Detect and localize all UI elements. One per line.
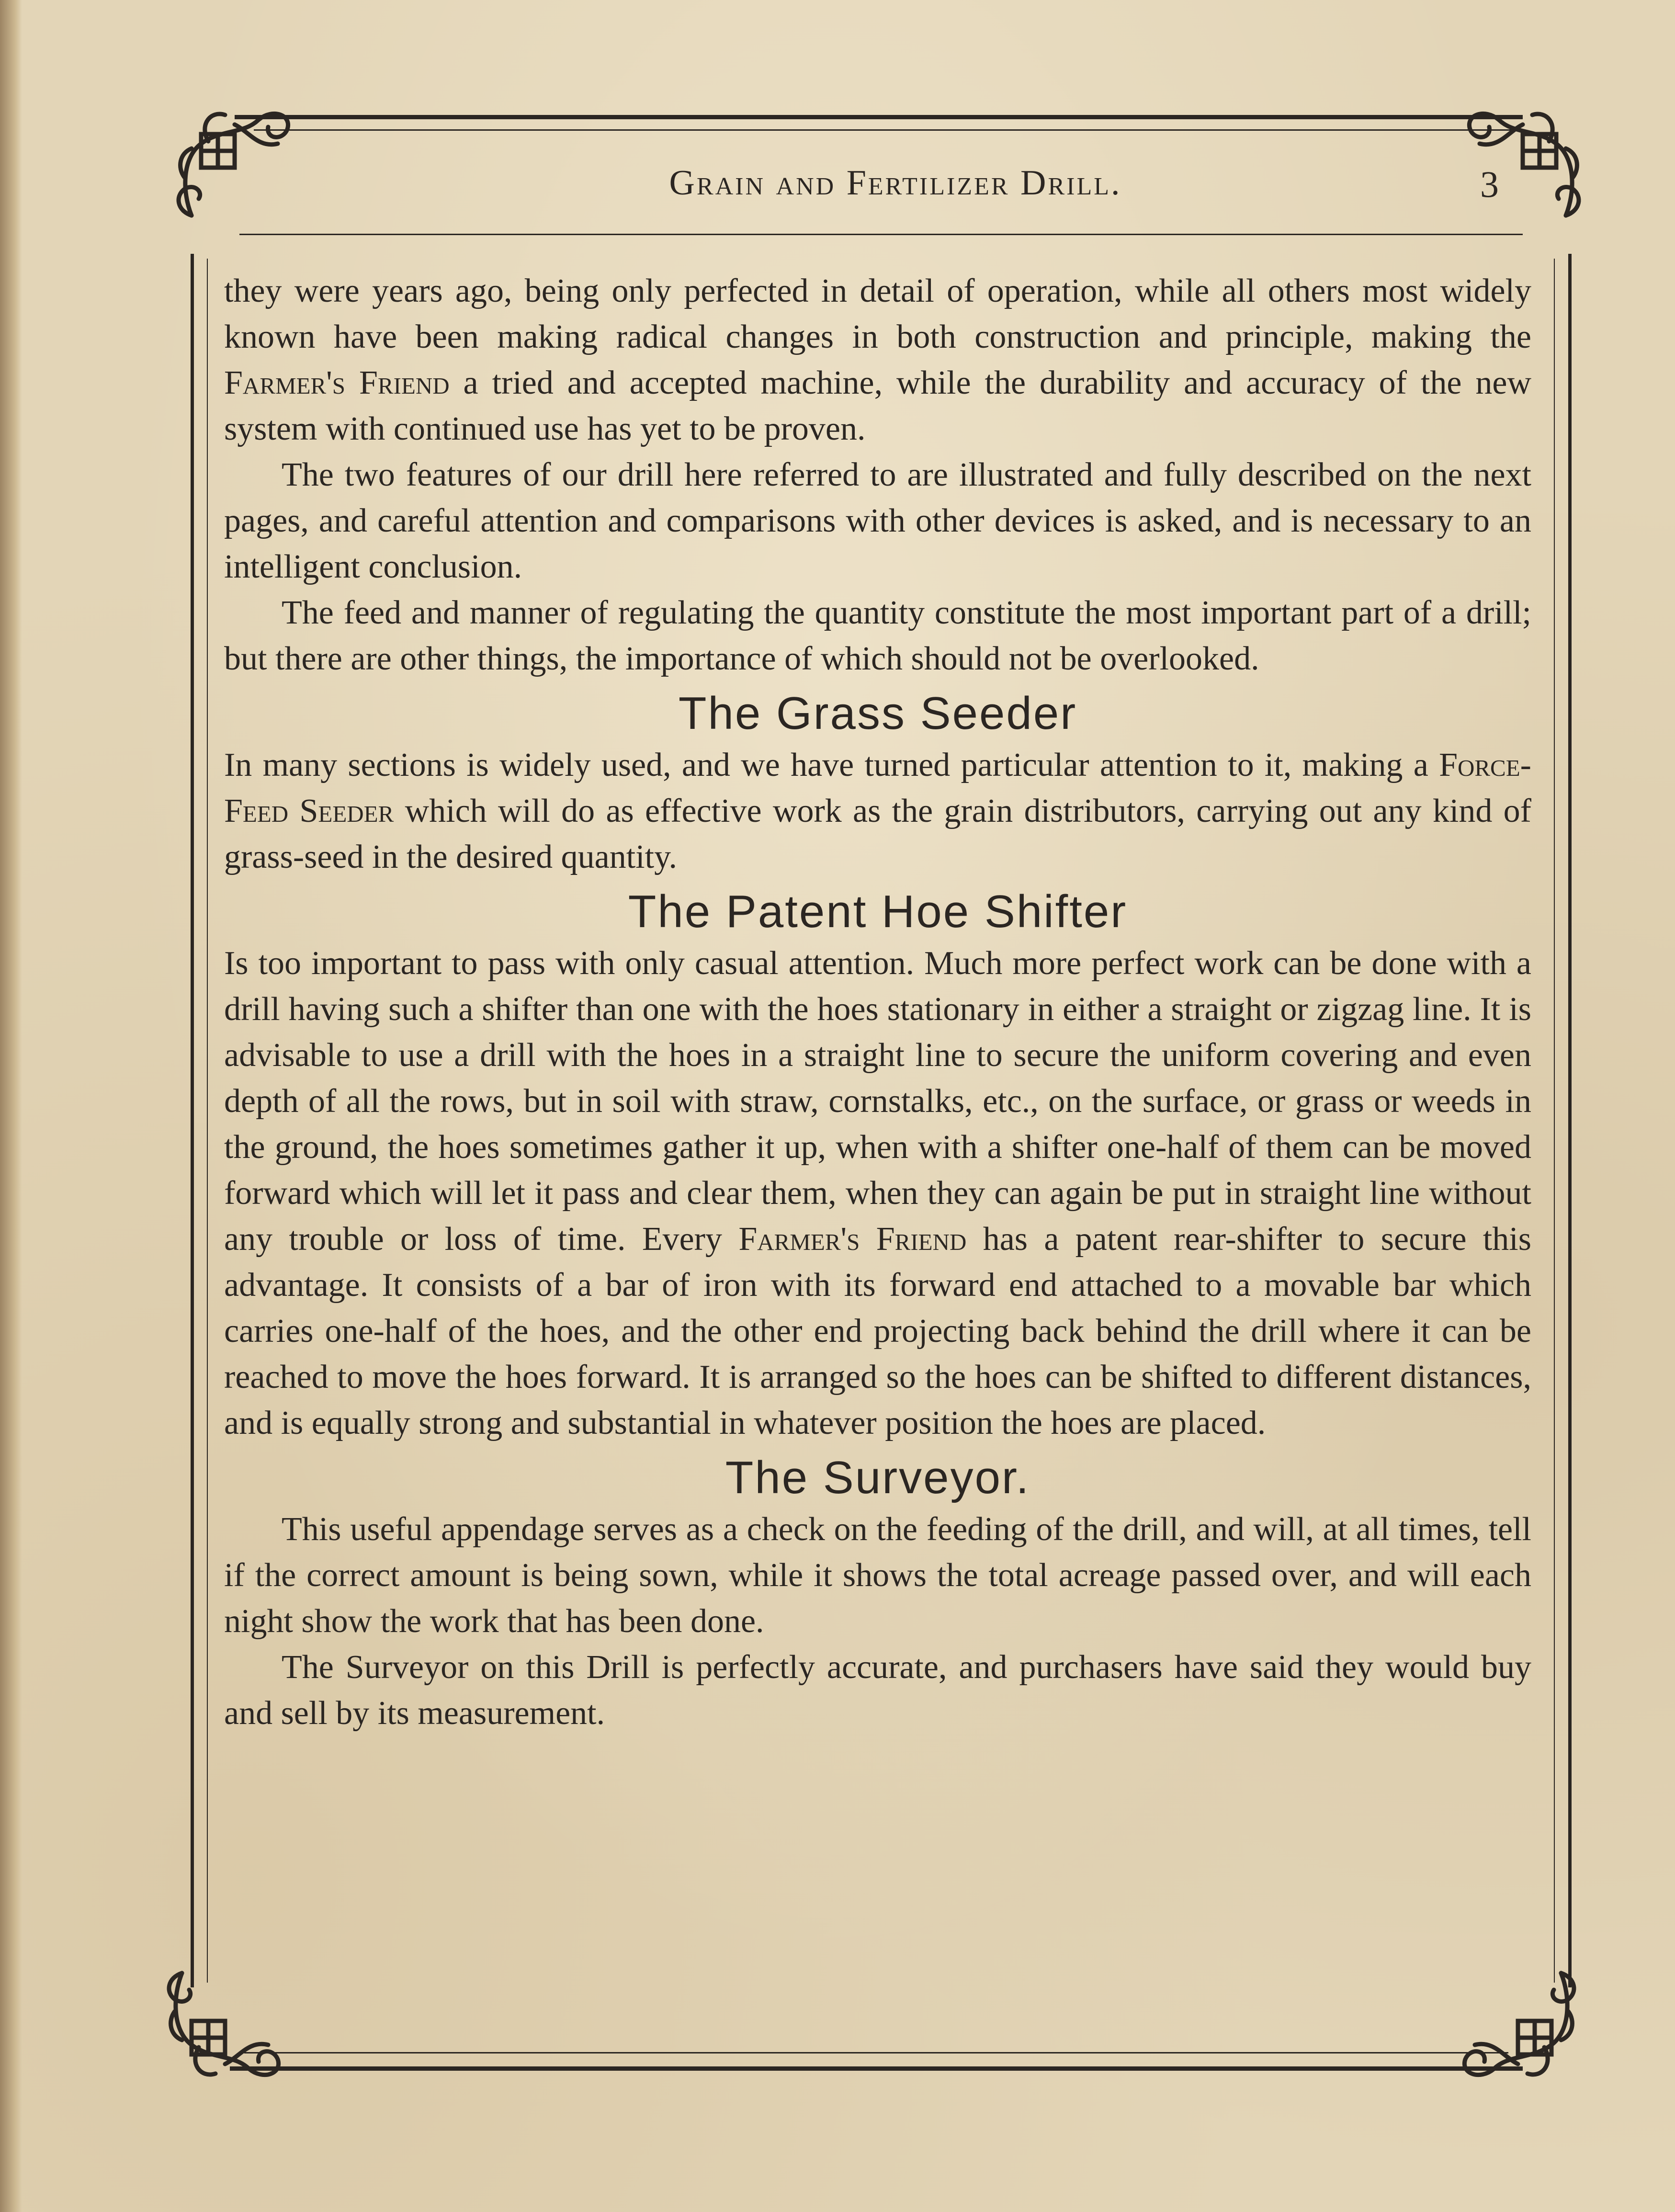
paragraph: The feed and manner of regulating the quantity constitute the most important part of a drill; but there are other things, the importance of which should not be overlooked. bbox=[224, 594, 1531, 677]
paragraph-text: In many sections is widely used, and we have turned particular attention to it, making a bbox=[224, 747, 1439, 783]
right-rule-thick bbox=[1568, 254, 1572, 1987]
paragraph bbox=[224, 941, 1531, 1446]
top-rule-thick bbox=[235, 115, 1523, 119]
left-rule-thin bbox=[207, 259, 208, 1983]
section-heading-surveyor: The Surveyor. bbox=[725, 1452, 1030, 1503]
left-rule-thick bbox=[191, 254, 194, 1987]
paragraph bbox=[224, 268, 1531, 452]
header-rule bbox=[239, 234, 1523, 235]
section-heading-hoe-shifter: The Patent Hoe Shifter bbox=[628, 886, 1128, 937]
product-name: Force-Feed Seeder bbox=[224, 747, 1531, 829]
paragraph-text: they were years ago, being only perfected in detail of operation, while all others most widely known have been making radical changes in both construction and principle, making the bbox=[224, 272, 1531, 355]
page-left-edge bbox=[0, 0, 22, 2212]
top-rule-thin bbox=[254, 129, 1518, 131]
paragraph-text: which will do as effective work as the grain distributors, carrying out any kind of grass-seed in the desired quantity. bbox=[224, 793, 1531, 875]
page-number: 3 bbox=[1480, 163, 1499, 205]
product-name: Farmer's Friend bbox=[738, 1221, 967, 1258]
paragraph: The two features of our drill here referred to are illustrated and fully described on the next pages, and careful attention and comparisons with other devices is asked, and is necessary to an intelligent conclusion. bbox=[224, 456, 1531, 585]
bottom-rule-thick bbox=[230, 2066, 1523, 2071]
paragraph: This useful appendage serves as a check on the feeding of the drill, and will, at all times, tell if the correct amount is being sown, while it shows the total acreage passed over, and will each night show the work that has been done. bbox=[224, 1511, 1531, 1640]
right-rule-thin bbox=[1554, 259, 1555, 1983]
running-title: Grain and Fertilizer Drill. bbox=[669, 163, 1122, 203]
paragraph: The Surveyor on this Drill is perfectly accurate, and purchasers have said they would buy and sell by its measurement. bbox=[224, 1649, 1531, 1732]
section-heading-grass-seeder: The Grass Seeder bbox=[678, 688, 1077, 739]
paragraph bbox=[224, 742, 1531, 880]
scroll-flourish-icon bbox=[1446, 1949, 1590, 2093]
paragraph-text: has a patent rear-shifter to secure this advantage. It consists of a bar of iron with its forward end attached to a movable bar which carries one-half of the hoes, and the other end projecting back behind the drill where it can be reached to move the hoes forward. It is arranged so the hoes can be shifted to different distances, and is equally strong and substantial in whatever position the hoes are placed. bbox=[224, 1221, 1531, 1441]
bottom-rule-thin bbox=[244, 2052, 1508, 2053]
paragraph-text: Is too important to pass with only casual attention. Much more perfect work can be done with a drill having such a shifter than one with the hoes stationary in either a straight or zigzag line. It is advisable to use a drill with the hoes in a straight line to secure the uniform covering and even depth of all the rows, but in soil with straw, cornstalks, etc., on the surface, or grass or weeds in the ground, the hoes sometimes gather it up, when with a shifter one-half of them can be moved forward which will let it pass and clear them, when they can again be put in straight line without any trouble or loss of time. Every bbox=[224, 945, 1531, 1258]
scroll-flourish-icon bbox=[153, 1949, 297, 2093]
paragraph-text: a tried and accepted machine, while the durability and accuracy of the new system with continued use has yet to be proven. bbox=[224, 364, 1531, 447]
product-name: Farmer's Friend bbox=[224, 364, 450, 401]
running-header bbox=[239, 163, 1551, 220]
page-body bbox=[224, 268, 1531, 1736]
